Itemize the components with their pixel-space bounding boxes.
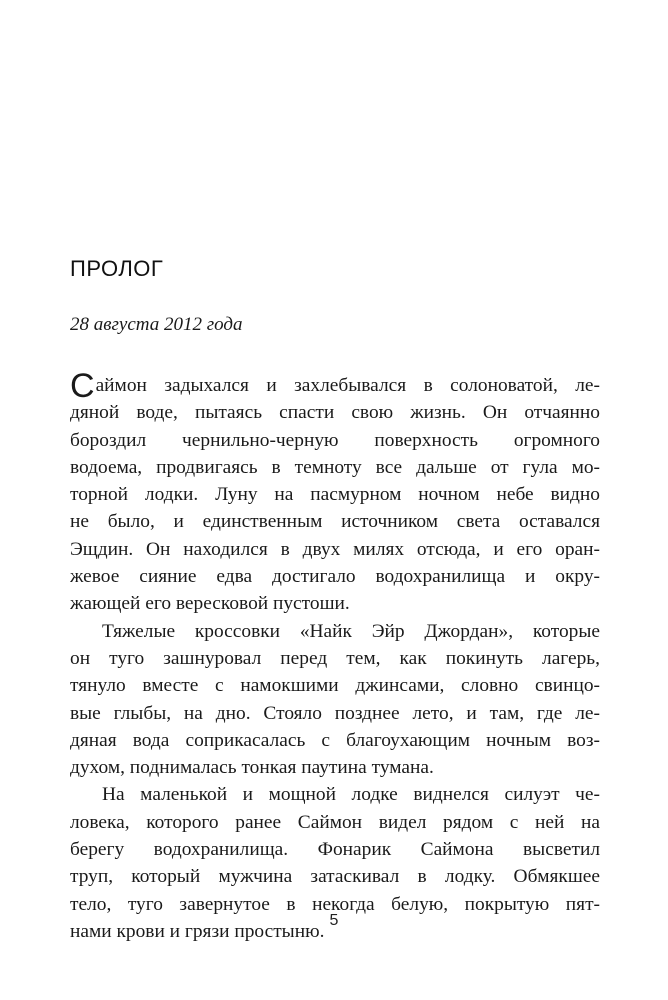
text-line: берегу водохранилища. Фонарик Саймона высветил [70,839,600,861]
drop-cap: С [70,372,95,400]
text-line: На маленькой и мощной лодке виднелся силуэт че- [102,784,600,806]
text-line: не было, и единственным источником света оставался [70,511,600,533]
text-line: тело, туго завернутое в некогда белую, покрытую пят- [70,893,600,915]
text-line: дяной воде, пытаясь спасти свою жизнь. Он отчаянно [70,402,600,424]
text-line: бороздил чернильно-черную поверхность огромного [70,429,600,451]
text-line: Тяжелые кроссовки «Найк Эйр Джордан», которые [102,620,600,642]
text-line: водоема, продвигаясь в темноту все дальше от гула мо- [70,456,600,478]
text-line: дяная вода соприкасалась с благоухающим ночным воз- [70,729,600,751]
page-number: 5 [329,912,339,929]
text-line: нами крови и грязи простыню. [70,920,325,942]
text-line: тянуло вместе с намокшими джинсами, словно свинцо- [70,675,600,697]
text-line: Саймон задыхался и захлебывался в солоноватой, ле- [70,372,600,399]
text-line: вые глыбы, на дно. Стояло позднее лето, и там, где ле- [70,702,600,724]
text-line: духом, поднималась тонкая паутина тумана. [70,757,434,779]
text-line: он туго зашнуровал перед тем, как покинуть лагерь, [70,647,600,669]
text-line: жающей его вересковой пустоши. [70,593,350,615]
text-line: ловека, которого ранее Саймон видел рядом с ней на [70,811,600,833]
text-line: труп, который мужчина затаскивал в лодку. Обмякшее [70,866,600,888]
chapter-date: 28 августа 2012 года [70,314,243,335]
text-line: торной лодки. Луну на пасмурном ночном небе видно [70,484,600,506]
body-text [70,372,600,945]
text-line: Эщдин. Он находился в двух милях отсюда, и его оран- [70,538,600,560]
chapter-title: ПРОЛОГ [70,256,164,281]
text-line: жевое сияние едва достигало водохранилища и окру- [70,566,600,588]
